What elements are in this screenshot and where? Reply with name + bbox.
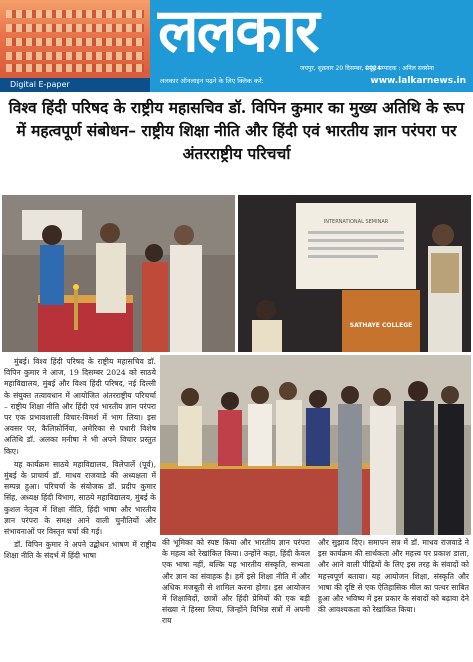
masthead (0, 0, 473, 92)
newspaper-logo: ललकार (158, 0, 318, 66)
article-column-1 (4, 356, 156, 564)
issue-date: जयपुर, शुक्रवार 20 दिसम्बर, 2024 (300, 65, 381, 72)
column-1-paragraph-2: यह कार्यक्रम साठये महाविद्यालय, विलेपार्ले (पूर्व), मुंबई के प्राचार्य डॉ. माधव राजवाडे की अध्यक्षता में सम्पन्न हुआ। परिचर्चा के संयोजक डॉ. प्रदीप कुमार सिंह, अध्यक्ष हिंदी विभाग, साठये महाविद्यालय, मुंबई के कुशल नेतृत्व में शिक्षा नीति, हिंदी भाषा और भारतीय ज्ञान परंपरा के समक्ष आने वाली चुनौतियों और संभावनाओं पर विस्तृत चर्चा की गई। (4, 459, 156, 537)
editor-line: समूह सम्पादक : अनिल सक्सेना (365, 65, 434, 72)
podium-banner: SATHAYE COLLEGE (349, 322, 413, 329)
website-link[interactable]: www.lalkarnews.in (370, 76, 466, 86)
headline: विश्व हिंदी परिषद के राष्ट्रीय महासचिव डॉ. विपिन कुमार का मुख्य अतिथि के रूप में महत्वपूर्ण संबोधन– राष्ट्रीय शिक्षा नीति और हिंदी एवं भारतीय ज्ञान परंपरा पर अंतरराष्ट्रीय परिचर्चा (8, 98, 465, 163)
speaker-podium-photo (238, 195, 471, 352)
article-column-3: और सुझाव दिए। समापन सत्र में डॉ. माधव राजवाडे ने इस कार्यक्रम की सार्थकता और महत्त्व पर प्रकाश डाला, और आने वाली पीढ़ियों के लिए इस तरह के संवादों को महत्त्वपूर्ण बताया। यह आयोजन शिक्षा, संस्कृति और भाषा की दृष्टि से एक ऐतिहासिक मील का पत्थर साबित हुआ और भविष्य में इस प्रकार के संवादों को बढ़ावा देने की आवश्यकता को रेखांकित किया। (318, 538, 469, 615)
article-column-2: की भूमिका को स्पष्ट किया और भारतीय ज्ञान परंपरा के महत्व को रेखांकित किया। उन्होंने कहा, हिंदी केवल एक भाषा नहीं, बल्कि यह भारतीय संस्कृति, सभ्यता और ज्ञान का संवाहक है। हमें इसे शिक्षा नीति में और अधिक मजबूती से शामिल करना होगा। इस आयोजन में शिक्षाविदों, छात्रों और हिंदी प्रेमियों की एक बड़ी संख्या ने हिस्सा लिया, जिन्होंने विभिन्न सत्रों में अपनी राय (162, 538, 310, 626)
hawa-mahal-photo (0, 0, 150, 78)
group-photo (160, 355, 471, 535)
lamp-lighting-photo (2, 195, 235, 352)
digital-epaper-label: Digital E-paper (0, 78, 150, 92)
column-1-paragraph-3: डॉ. विपिन कुमार ने अपने उद्बोधन भाषण में राष्ट्रीय शिक्षा नीति के संदर्भ में हिंदी भाषा (4, 540, 156, 561)
svg-text:INTERNATIONAL SEMINAR: INTERNATIONAL SEMINAR (323, 219, 389, 225)
column-1-paragraph-1: मुंबई। विश्व हिंदी परिषद के राष्ट्रीय महासचिव डॉ. विपिन कुमार ने आज, 19 दिसम्बर 2024 को साठये महाविद्यालय, मुंबई और विश्व हिंदी परिषद, नई दिल्ली के संयुक्त तत्वावधान में आयोजित अंतरराष्ट्रीय परिचर्चा – राष्ट्रीय शिक्षा नीति और हिंदी एवं भारतीय ज्ञान परंपरा पर एक प्रभावशाली विचार-विमर्श में भाग लिया। इस अवसर पर, कैलिफ़ोर्निया, अमेरिका से पधारी विशेष अतिथि डॉ. अलका मनीषा ने भी अपने विचार प्रस्तुत किए। (4, 357, 156, 456)
online-line[interactable] (160, 74, 470, 88)
online-text: ललकार ऑनलाइन पढ़ने के लिए क्लिक करें: (160, 77, 264, 85)
